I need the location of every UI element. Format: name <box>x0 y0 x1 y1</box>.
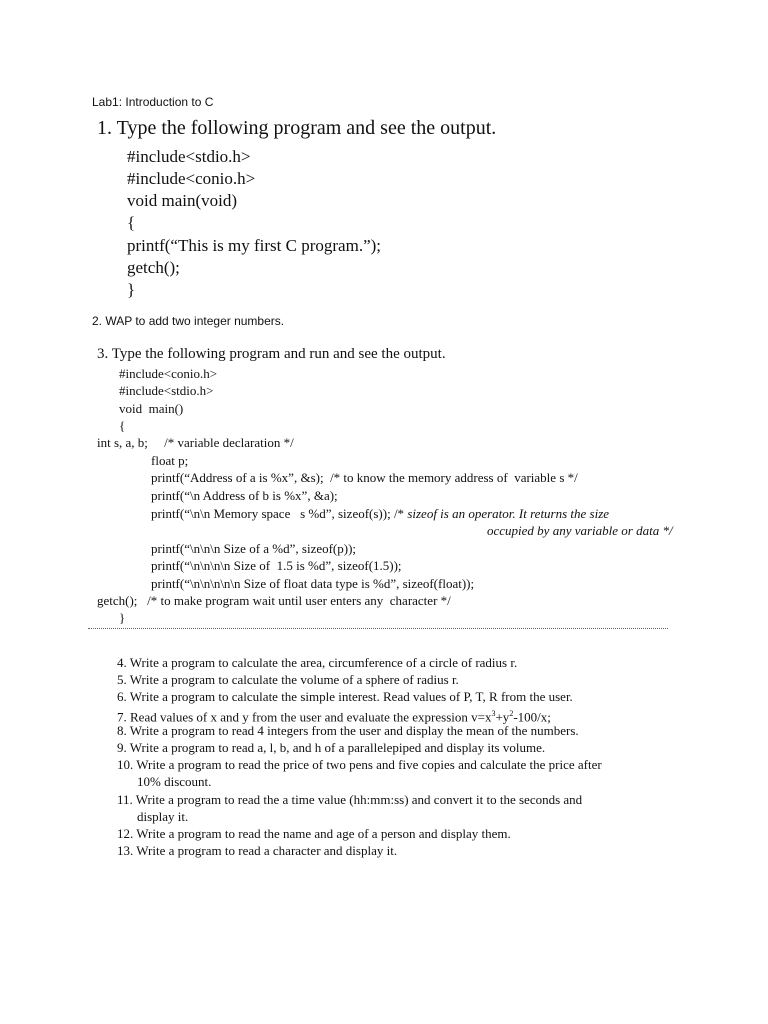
q1-code-line: void main(void) <box>127 191 238 210</box>
lab-title: Lab1: Introduction to C <box>92 95 214 109</box>
q3-code-line: printf(“\n\n\n\n Size of 1.5 is %d”, sizeof(1.5)); <box>151 558 402 573</box>
q1-code-line: #include<conio.h> <box>127 169 256 188</box>
q3-code-line: #include<conio.h> <box>119 366 218 381</box>
task-item: 10. Write a program to read the price of two pens and five copies and calculate the price after 10% discount. <box>117 757 602 789</box>
task-item-cont: display it. <box>137 808 189 824</box>
task-item: 5. Write a program to calculate the volume of a sphere of radius r. <box>117 672 459 687</box>
q2-text: 2. WAP to add two integer numbers. <box>92 314 285 328</box>
task-item: 4. Write a program to calculate the area, circumference of a circle of radius r. <box>117 655 518 670</box>
task-item: 8. Write a program to read 4 integers from the user and display the mean of the numbers. <box>117 723 579 738</box>
q1-code-line: #include<stdio.h> <box>127 147 251 166</box>
sizeof-comment: sizeof is an operator. It returns the size <box>407 506 610 521</box>
task-item: 9. Write a program to read a, l, b, and h of a parallelepiped and display its volume. <box>117 740 546 755</box>
q3-code-line: printf(“\n\n\n Size of a %d”, sizeof(p)); <box>151 541 357 556</box>
task-item: 6. Write a program to calculate the simple interest. Read values of P, T, R from the user. <box>117 689 573 704</box>
q1-code-line: getch(); <box>127 258 180 277</box>
task-item: 12. Write a program to read the name and age of a person and display them. <box>117 826 511 841</box>
q3-code-text: printf(“\n\n Memory space s %d”, sizeof(s)); /* <box>151 506 408 521</box>
q3-code-line: int s, a, b; /* variable declaration */ <box>97 435 294 450</box>
q3-code-line: printf(“\n Address of b is %x”, &a); <box>151 488 338 503</box>
task-item: 7. Read values of x and y from the user and evaluate the expression $v=x^3+y^2-100/x$; <box>117 709 551 725</box>
q3-code-line <box>151 505 609 522</box>
sizeof-comment-cont: occupied by any variable or data */ <box>487 523 673 538</box>
q3-heading: 3. Type the following program and run and see the output. <box>97 346 446 362</box>
q3-code-line: float p; <box>151 453 189 468</box>
task-item-cont: 10% discount. <box>137 773 212 789</box>
q3-code-line: getch(); /* to make program wait until user enters any character */ <box>97 593 451 608</box>
q1-code-line: } <box>127 280 136 299</box>
q3-code-line: void main() <box>119 401 184 416</box>
cropped-text-divider <box>88 628 668 633</box>
q3-code-line: } <box>119 610 126 625</box>
task-item: 11. Write a program to read the a time value (hh:mm:ss) and convert it to the seconds and display it. <box>117 792 583 824</box>
q3-code-line: { <box>119 418 126 433</box>
q1-code-line: { <box>127 213 136 232</box>
task-item: 13. Write a program to read a character and display it. <box>117 843 398 858</box>
q3-code-line: #include<stdio.h> <box>119 383 214 398</box>
q1-code-line: printf(“This is my first C program.”); <box>127 236 382 255</box>
q1-heading: 1. Type the following program and see the output. <box>97 117 497 139</box>
q3-code-line: printf(“\n\n\n\n\n Size of float data type is %d”, sizeof(float)); <box>151 576 475 591</box>
q3-code-line: printf(“Address of a is %x”, &s); /* to know the memory address of variable s */ <box>151 470 578 485</box>
